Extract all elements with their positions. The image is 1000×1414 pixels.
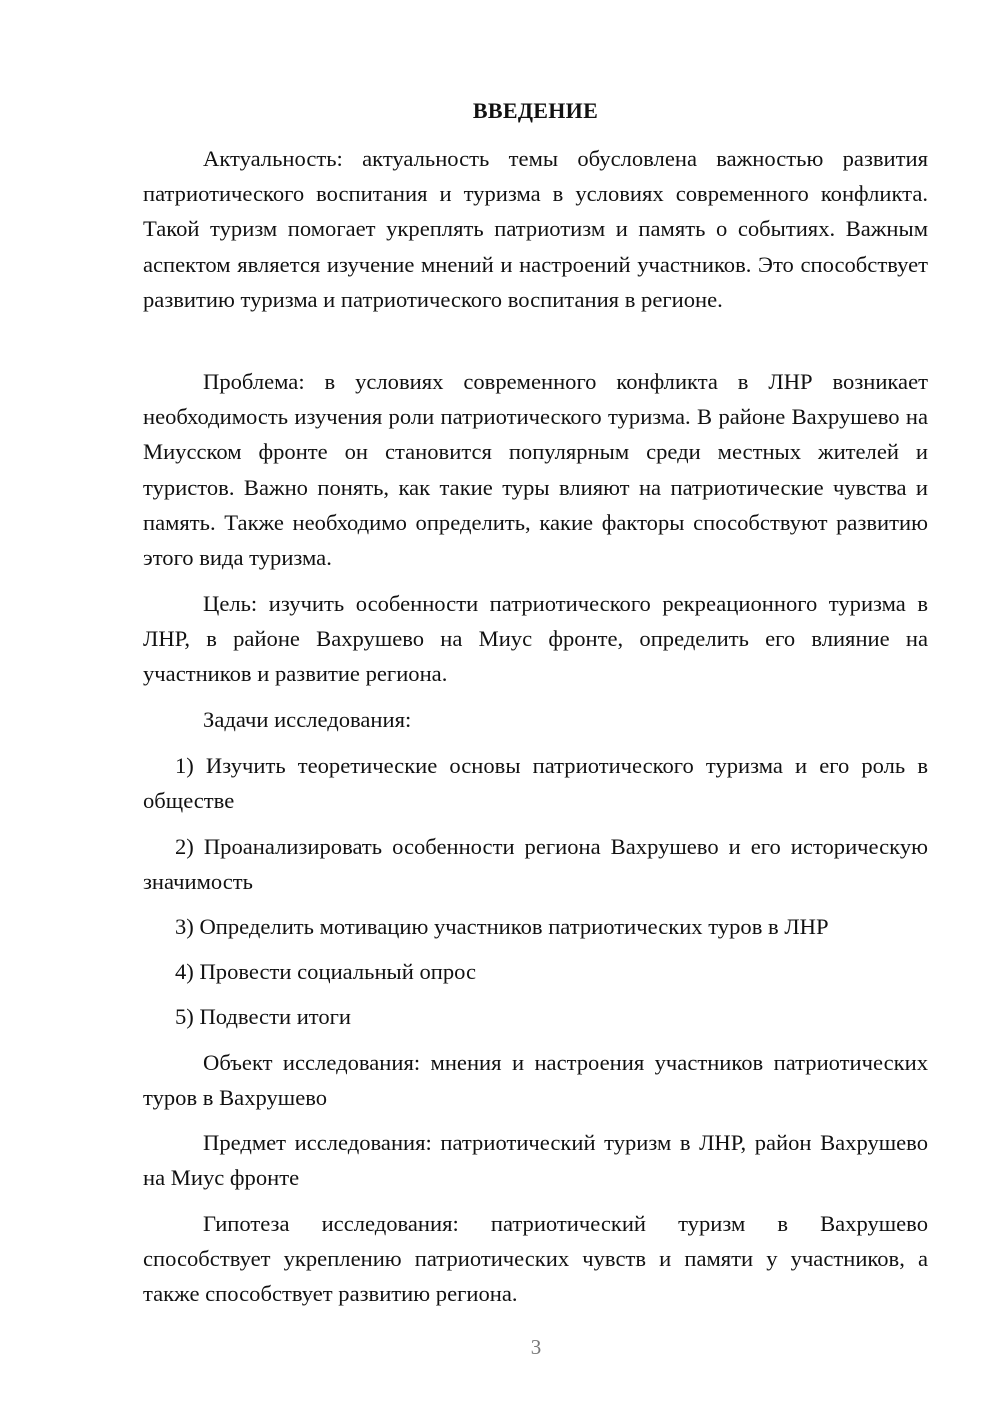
paragraph-goal: Цель: изучить особенности патриотического рекреационного туризма в ЛНР, в районе Вахрушево на Миус фронте, определить его влияние на участников и развитие региона. [143, 591, 928, 687]
paragraph-hypothesis: Гипотеза исследования: патриотический туризм в Вахрушево способствует укреплению патриотических чувств и памяти у участников, а также способствует развитию региона. [143, 1211, 928, 1307]
paragraph-relevance: Актуальность: актуальность темы обусловлена важностью развития патриотического воспитания и туризма в условиях современного конфликта. Такой туризм помогает укреплять патриотизм и память о событиях. Важным аспектом является изучение мнений и настроений участников. Это способствует развитию туризма и патриотического воспитания в регионе. [143, 146, 928, 312]
task-item-3: 3) Определить мотивацию участников патриотических туров в ЛНР [175, 914, 829, 939]
tasks-heading: Задачи исследования: [203, 707, 412, 732]
task-item-2: 2) Проанализировать особенности региона Вахрушево и его историческую значимость [143, 834, 928, 895]
task-item-4: 4) Провести социальный опрос [175, 959, 477, 984]
section-title: ВВЕДЕНИЕ [472, 98, 599, 123]
paragraph-problem: Проблема: в условиях современного конфликта в ЛНР возникает необходимость изучения роли патриотического туризма. В районе Вахрушево на Миусском фронте он становится популярным среди местных жителей и туристов. Важно понять, как такие туры влияют на патриотические чувства и память. Также необходимо определить, какие факторы способствуют развитию этого вида туризма. [143, 369, 928, 571]
paragraph-object: Объект исследования: мнения и настроения участников патриотических туров в Вахрушево [143, 1050, 928, 1111]
paragraph-subject: Предмет исследования: патриотический туризм в ЛНР, район Вахрушево на Миус фронте [143, 1130, 928, 1191]
task-item-1: 1) Изучить теоретические основы патриотического туризма и его роль в обществе [143, 753, 928, 814]
page-number: 3 [530, 1335, 542, 1359]
task-item-5: 5) Подвести итоги [175, 1004, 352, 1029]
